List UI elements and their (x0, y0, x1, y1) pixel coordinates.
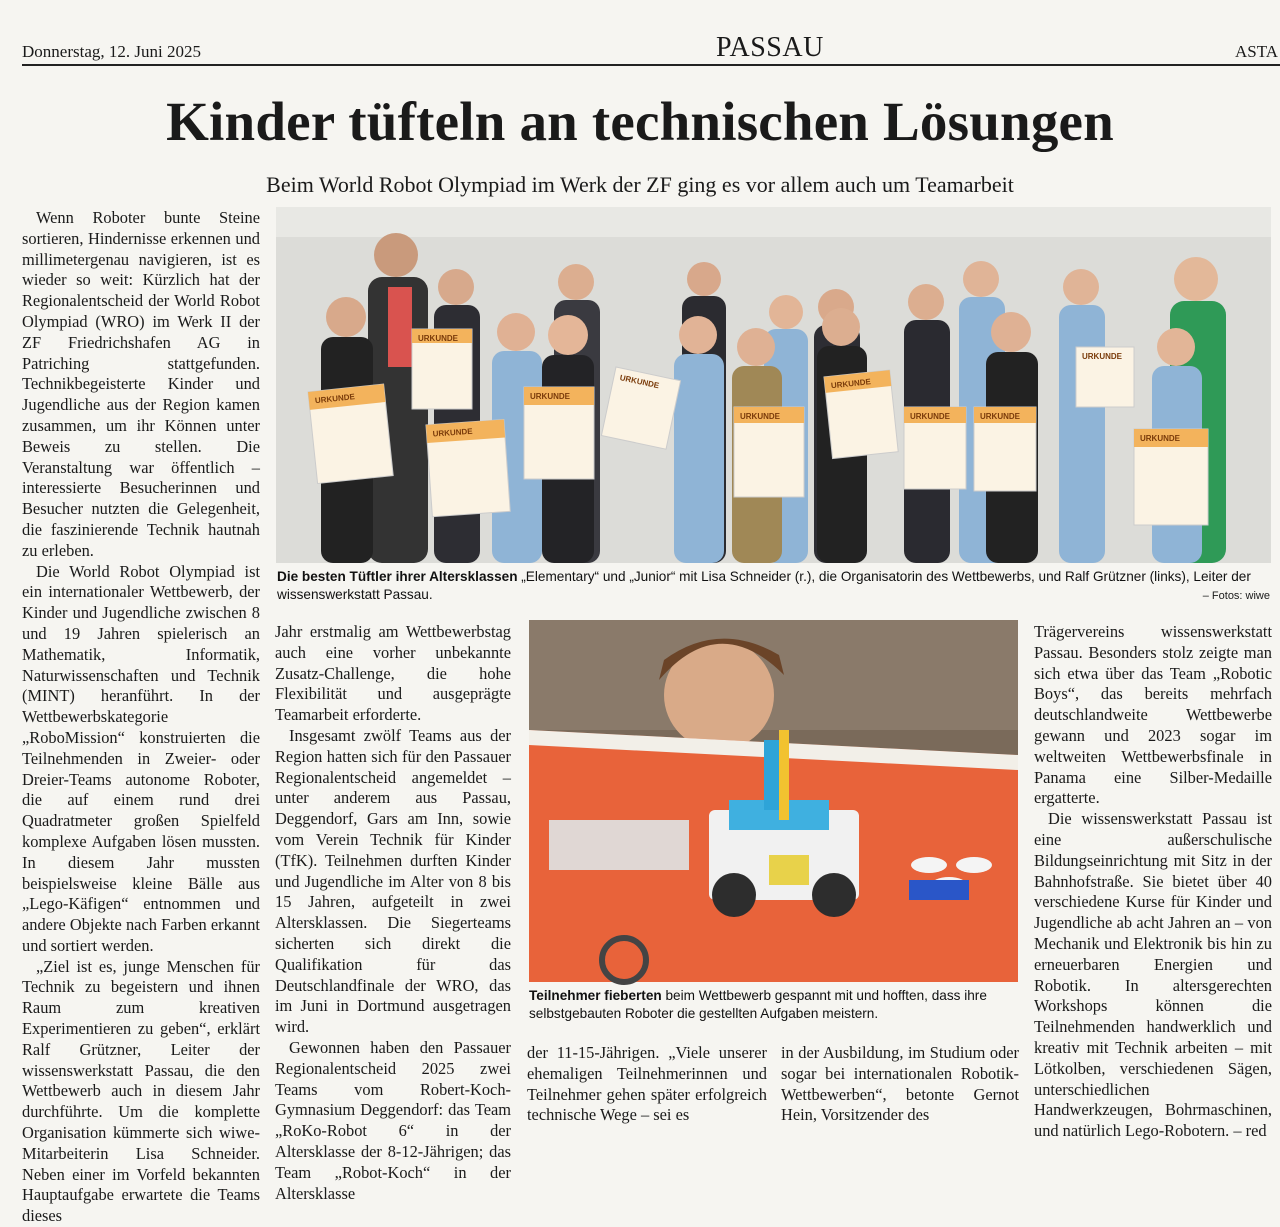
paragraph: Trägervereins wissenswerkstatt Passau. Besonders stolz zeigte man sich etwa über das Team „Robotic Boys“, das bereits mehrfach deutschlandweite Wettbewerbe gewann und 2023 sogar im weltweiten Wettbewerbsfinale in Panama eine Silber-Medaille ergatterte. (1034, 622, 1272, 808)
photo-credit: – Fotos: wiwe (1202, 590, 1270, 602)
certificate-label: URKUNDE (980, 412, 1020, 421)
certificate-label: URKUNDE (740, 412, 780, 421)
paragraph: Die World Robot Olympiad ist ein internationaler Wettbewerb, der Kinder und Jugendliche zwischen 8 und 19 Jahren spielerisch an Mathematik, Informatik, Naturwissenschaften und Technik (MINT) heranführt. In der Wettbewerbskategorie „RoboMission“ konstruierten die Teilnehmenden in Zweier- oder Dreier-Teams autonome Roboter, die auf einem rund drei Quadratmeter großen Spielfeld komplexe Aufgaben lösen mussten. In diesem Jahr mussten beispielsweise kleine Bälle aus „Lego-Käfigen“ entnommen und andere Objekte nach Farben erkannt und sortiert werden. (22, 561, 260, 955)
robot-photo (529, 620, 1018, 982)
robot-photo-illustration (529, 620, 1018, 982)
caption-lead: Die besten Tüftler ihrer Altersklassen (277, 569, 518, 584)
article-column-4 (1034, 622, 1272, 1142)
article-column-2 (275, 622, 511, 1204)
group-photo-caption (277, 568, 1273, 604)
certificate-label: URKUNDE (910, 412, 950, 421)
caption-text: beim Wettbewerb gespannt mit und hofften, dass ihre selbstgebauten Roboter die gestellten Aufgaben meistern. (529, 988, 987, 1021)
section-title: PASSAU (716, 32, 824, 63)
certificate-label: URKUNDE (618, 373, 660, 391)
certificate-label: URKUNDE (314, 392, 356, 406)
article-headline: Kinder tüfteln an technischen Lösungen (166, 91, 1114, 152)
group-photo-illustration (276, 207, 1271, 563)
paragraph: Gewonnen haben den Passauer Regionalentscheid 2025 zwei Teams vom Robert-Koch-Gymnasium Deggendorf: das Team „RoKo-Robot 6“ in der Altersklasse der 8-12-Jährigen; das Team „Robot-Koch“ in der Altersklasse (275, 1037, 511, 1203)
certificate-label: URKUNDE (432, 426, 473, 439)
certificate-label: URKUNDE (830, 377, 872, 391)
caption-text: „Elementary“ und „Junior“ mit Lisa Schneider (r.), die Organisatorin des Wettbewerbs, und Ralf Grützner (links), Leiter der wissenswerkstatt Passau. (277, 569, 1251, 602)
certificate-label: URKUNDE (530, 392, 570, 401)
certificate-label: URKUNDE (418, 334, 458, 343)
paragraph: Jahr erstmalig am Wettbewerbstag auch eine vorher unbekannte Zusatz-Challenge, die hohe Flexibilität und ausgeprägte Teamarbeit erforderte. (275, 622, 511, 725)
article-column-3-continued (781, 1043, 1019, 1126)
paragraph: Wenn Roboter bunte Steine sortieren, Hindernisse erkennen und millimetergenau navigieren, ist es wieder so weit: Kürzlich hat der Regionalentscheid der World Robot Olympiad (WRO) im Werk II der ZF Friedrichshafen AG in Patriching stattgefunden. Technikbegeisterte Kinder und Jugendliche aus der Region kamen zusammen, um ihr Können unter Beweis zu stellen. Die Veranstaltung war öffentlich – interessierte Besucherinnen und Besucher nutzten die Gelegenheit, die faszinierende Technik hautnah zu erleben. (22, 208, 260, 560)
article-subhead: Beim World Robot Olympiad im Werk der ZF ging es vor allem auch um Teamarbeit (266, 172, 1014, 197)
issue-date: Donnerstag, 12. Juni 2025 (22, 42, 201, 61)
article-column-1 (22, 208, 260, 1227)
paragraph: in der Ausbildung, im Studium oder sogar bei internationalen Robotik-Wettbewerben“, betonte Gernot Hein, Vorsitzender des (781, 1043, 1019, 1125)
article-column-2-continued (527, 1043, 767, 1126)
paragraph: Die wissenswerkstatt Passau ist eine außerschulische Bildungseinrichtung mit Sitz in der Bahnhofstraße. Sie bietet über 40 verschiedene Kurse für Kinder und Jugendliche ab acht Jahren an – von Mechanik und Elektronik bis hin zu erneuerbaren Energien und Robotik. In altersgerechten Workshops können die Teilnehmenden handwerklich und kreativ mit Technik arbeiten – mit Lötkolben, verschiedenen Sägen, unterschiedlichen Handwerkzeugen, Bohrmaschinen, und natürlich Lego-Robotern. – red (1034, 809, 1272, 1141)
group-photo (276, 207, 1271, 563)
caption-lead: Teilnehmer fieberten (529, 988, 662, 1003)
page-code: ASTA (1234, 42, 1278, 61)
robot-photo-caption (529, 987, 1021, 1023)
paragraph: der 11-15-Jährigen. „Viele unserer ehemaligen Teilnehmerinnen und Teilnehmer gehen später erfolgreich technische Wege – sei es (527, 1043, 767, 1125)
masthead (22, 30, 1280, 66)
certificate-label: URKUNDE (1082, 352, 1122, 361)
paragraph: Insgesamt zwölf Teams aus der Region hatten sich für den Passauer Regionalentscheid angemeldet – unter anderem aus Passau, Deggendorf, Gars am Inn, sowie vom Verein Technik für Kinder (TfK). Teilnehmen durften Kinder und Jugendliche im Alter von 8 bis 15 Jahren, aufgeteilt in zwei Altersklassen. Die Siegerteams sicherten sich direkt die Qualifikation für das Deutschlandfinale der WRO, das im Juni in Dortmund ausgetragen wird. (275, 725, 511, 1037)
paragraph: „Ziel ist es, junge Menschen für Technik zu begeistern und ihnen Raum zum kreativen Experimentieren zu geben“, erklärt Ralf Grützner, Leiter der wissenswerkstatt Passau, die den Wettbewerb auch in diesem Jahr durchführte. Um die komplette Organisation kümmerte sich wiwe-Mitarbeiterin Lisa Schneider. Neben einer im Vorfeld bekannten Hauptaufgabe erwartete die Teams dieses (22, 956, 260, 1226)
certificate-label: URKUNDE (1140, 434, 1180, 443)
